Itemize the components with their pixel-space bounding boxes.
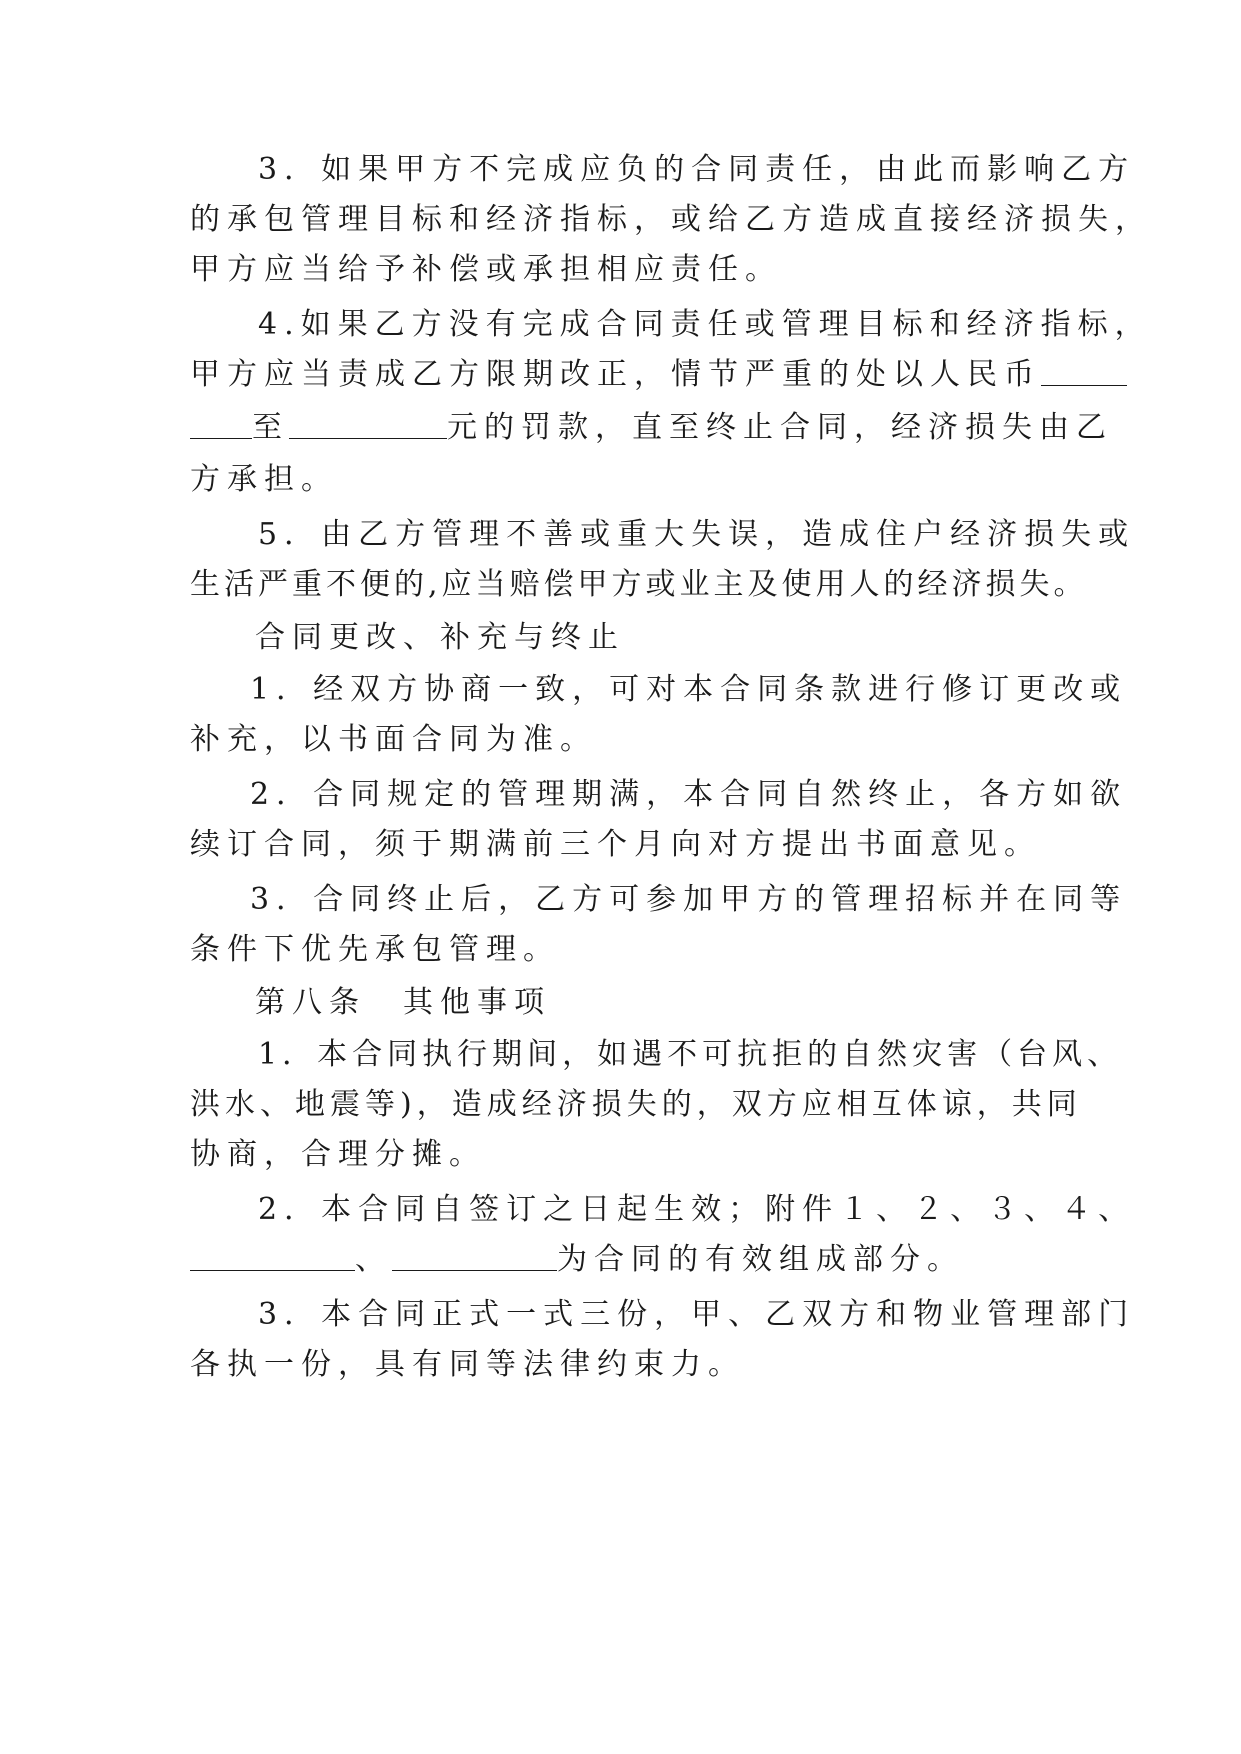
attachment-separator: 、 [355,1242,392,1277]
change-2-line-2: 续订合同，须于期满前三个月向对方提出书面意见。 [190,827,1041,862]
clause-4-line-3-text: 元的罚款，直至终止合同，经济损失由乙 [447,410,1113,445]
clause-3-line-2: 的承包管理目标和经济指标，或给乙方造成直接经济损失， [190,202,1152,237]
clause-3-line-3: 甲方应当给予补偿或承担相应责任。 [190,252,782,287]
heading-article-8: 第八条 其他事项 [255,985,551,1020]
clause-4-line-2 [190,355,1070,395]
clause-5-line-2: 生活严重不便的,应当赔偿甲方或业主及使用人的经济损失。 [190,567,1088,602]
clause-4-line-3 [190,408,1113,448]
change-3-line-2: 条件下优先承包管理。 [190,932,560,967]
clause-3-line-1: 3．如果甲方不完成应负的合同责任，由此而影响乙方 [258,152,1136,187]
other-1-line-2: 洪水、地震等)，造成经济损失的，双方应相互体谅，共同 [190,1087,1082,1122]
other-2-line-2-text: 为合同的有效组成部分。 [557,1242,964,1277]
fine-min-blank-start [1041,355,1127,386]
clause-4-line-4: 方承担。 [190,462,338,497]
other-3-line-1: 3．本合同正式一式三份，甲、乙双方和物业管理部门 [258,1297,1136,1332]
attachment-blank-1 [190,1240,355,1271]
clause-4-line-1: 4.如果乙方没有完成合同责任或管理目标和经济指标， [258,307,1152,342]
change-1-line-1: 1．经双方协商一致，可对本合同条款进行修订更改或 [250,672,1128,707]
change-2-line-1: 2．合同规定的管理期满，本合同自然终止，各方如欲 [250,777,1128,812]
change-3-line-1: 3．合同终止后，乙方可参加甲方的管理招标并在同等 [250,882,1128,917]
other-2-line-1: 2．本合同自签订之日起生效；附件１、２、３、４、 [258,1192,1136,1227]
fine-max-blank [289,408,447,439]
change-1-line-2: 补充，以书面合同为准。 [190,722,597,757]
other-1-line-1: 1．本合同执行期间，如遇不可抗拒的自然灾害（台风、 [258,1037,1123,1072]
other-3-line-2: 各执一份，具有同等法律约束力。 [190,1347,745,1382]
clause-5-line-1: 5．由乙方管理不善或重大失误，造成住户经济损失或 [258,517,1136,552]
heading-contract-change: 合同更改、补充与终止 [255,620,625,655]
clause-4-line-2-text: 甲方应当责成乙方限期改正，情节严重的处以人民币 [190,357,1041,392]
fine-min-blank-end [190,408,252,439]
to-label: 至 [252,410,289,445]
attachment-blank-2 [392,1240,557,1271]
other-2-line-2 [190,1240,1070,1280]
other-1-line-3: 协商，合理分摊。 [190,1137,486,1172]
